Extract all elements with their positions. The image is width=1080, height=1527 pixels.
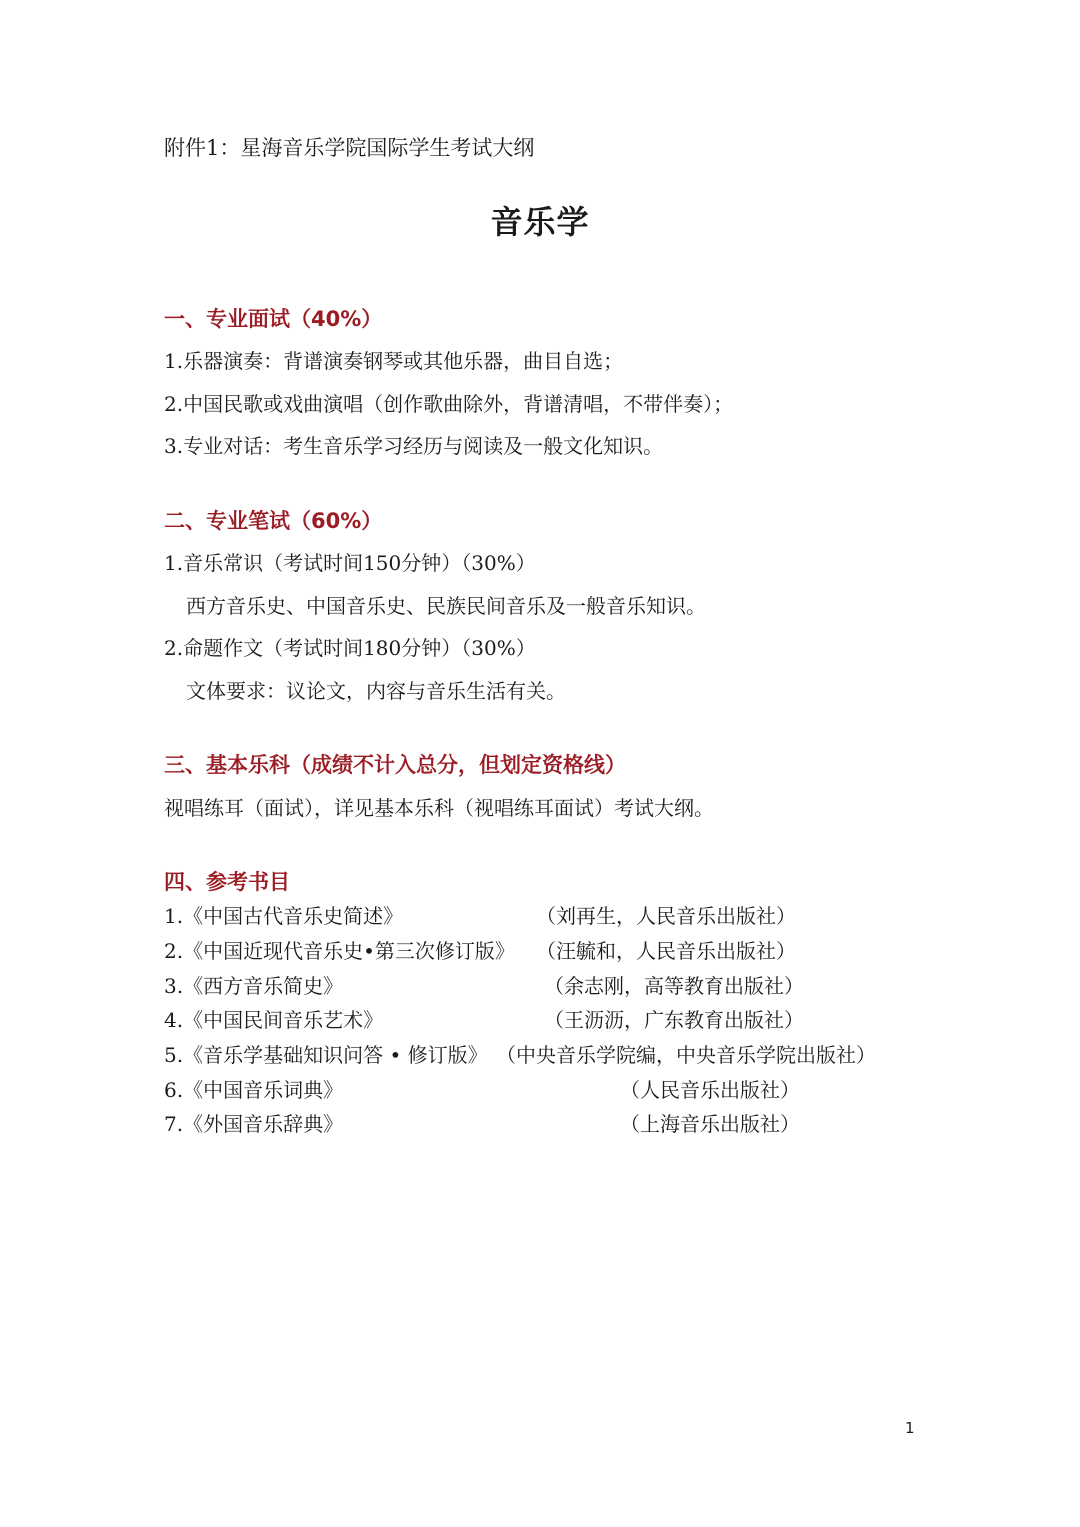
reference-title: 5.《音乐学基础知识问答 • 修订版》: [164, 1043, 488, 1067]
section-line: 视唱练耳（面试），详见基本乐科（视唱练耳面试）考试大纲。: [164, 796, 714, 820]
section-heading-basic-music-theory: 三、基本乐科（成绩不计入总分，但划定资格线）: [164, 753, 626, 777]
reference-publisher: （王沥沥，广东教育出版社）: [544, 1008, 804, 1032]
reference-title: 2.《中国近现代音乐史•第三次修订版》: [164, 939, 515, 963]
reference-title: 4.《中国民间音乐艺术》: [164, 1008, 384, 1032]
reference-publisher: （汪毓和，人民音乐出版社）: [536, 939, 796, 963]
reference-title: 6.《中国音乐词典》: [164, 1078, 344, 1102]
section-line: 3.专业对话：考生音乐学习经历与阅读及一般文化知识。: [164, 434, 664, 458]
section-line: 1.音乐常识（考试时间150分钟）（30%）: [164, 551, 536, 575]
section-heading-references: 四、参考书目: [164, 870, 290, 894]
reference-title: 1.《中国古代音乐史简述》: [164, 904, 404, 928]
section-line: 2.命题作文（考试时间180分钟）（30%）: [164, 636, 536, 660]
section-heading-interview: 一、专业面试（40%）: [164, 307, 383, 331]
section-line: 1.乐器演奏：背谱演奏钢琴或其他乐器，曲目自选；: [164, 349, 624, 373]
section-heading-written-exam: 二、专业笔试（60%）: [164, 509, 383, 533]
reference-title: 7.《外国音乐辞典》: [164, 1112, 344, 1136]
reference-publisher: （刘再生，人民音乐出版社）: [536, 904, 796, 928]
page-number: 1: [905, 1419, 915, 1437]
document-title: 音乐学: [490, 203, 590, 241]
section-line: 文体要求：议论文，内容与音乐生活有关。: [186, 679, 566, 703]
reference-title: 3.《西方音乐简史》: [164, 974, 344, 998]
section-line: 西方音乐史、中国音乐史、民族民间音乐及一般音乐知识。: [186, 594, 706, 618]
section-line: 2.中国民歌或戏曲演唱（创作歌曲除外，背谱清唱，不带伴奏）；: [164, 392, 734, 416]
annex-line: 附件1：星海音乐学院国际学生考试大纲: [164, 136, 535, 160]
reference-publisher: （中央音乐学院编，中央音乐学院出版社）: [496, 1043, 876, 1067]
reference-publisher: （上海音乐出版社）: [620, 1112, 800, 1136]
reference-publisher: （人民音乐出版社）: [620, 1078, 800, 1102]
reference-publisher: （余志刚，高等教育出版社）: [544, 974, 804, 998]
